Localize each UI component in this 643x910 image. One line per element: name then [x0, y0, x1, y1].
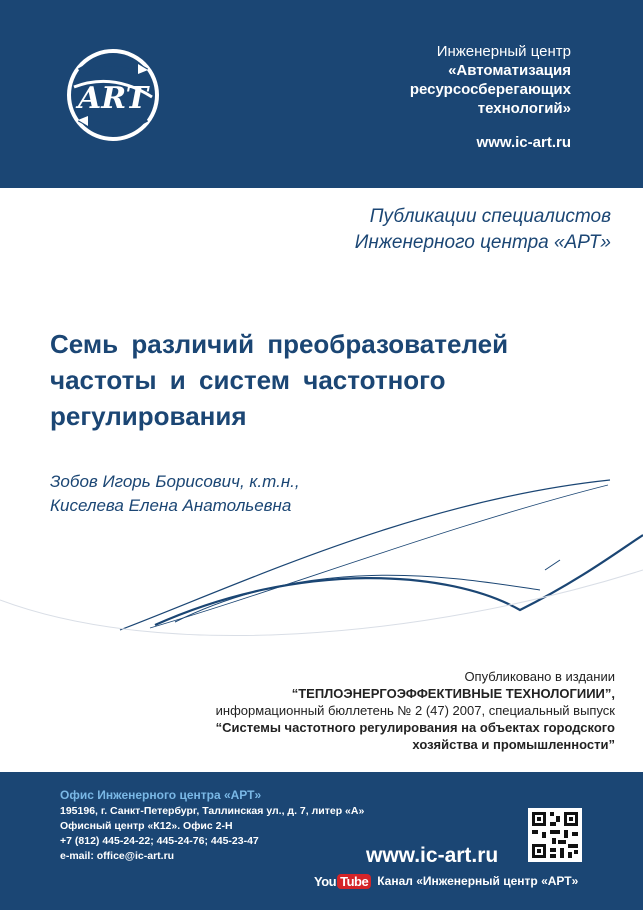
youtube-channel-link[interactable] [314, 872, 578, 890]
footer-email[interactable]: e-mail: office@ic-art.ru [60, 850, 175, 862]
logo-text: ART [77, 81, 149, 116]
publications-heading-line: Публикации специалистов [369, 206, 611, 227]
header-website-link[interactable]: www.ic-art.ru [476, 134, 571, 151]
publication-issue-title: “Системы частотного регулирования на объектах городского [215, 720, 615, 735]
publication-line: Опубликовано в издании [464, 669, 615, 684]
org-line: ресурсосберегающих [409, 81, 571, 98]
publication-name: “ТЕПЛОЭНЕРГОЭФФЕКТИВНЫЕ ТЕХНОЛОГИИИ”, [291, 686, 615, 701]
youtube-logo-tube: Tube [337, 874, 371, 889]
title-line: Семь различий преобразователей [50, 329, 509, 359]
art-logo-icon [60, 42, 166, 148]
org-line: Инженерный центр [436, 43, 571, 60]
author-line: Зобов Игорь Борисович, к.т.н., [50, 472, 300, 491]
footer [0, 772, 643, 910]
title-line: регулирования [50, 401, 247, 431]
publication-issue-title: хозяйства и промышленности” [412, 737, 615, 752]
footer-office-center: Офисный центр «К12». Офис 2-Н [60, 820, 233, 832]
org-line: «Автоматизация [448, 62, 571, 79]
youtube-logo-you: You [314, 873, 337, 889]
footer-website-link[interactable]: www.ic-art.ru [366, 844, 499, 867]
footer-contacts [60, 804, 364, 864]
footer-address: 195196, г. Санкт-Петербург, Таллинская ул., д. 7, литер «А» [60, 805, 365, 817]
publications-heading [355, 204, 611, 256]
qr-code-icon [528, 808, 582, 862]
decorative-swoosh [0, 440, 643, 670]
article-title [50, 326, 610, 434]
publications-heading-line: Инженерного центра «АРТ» [354, 232, 611, 253]
author-line: Киселева Елена Анатольевна [50, 496, 292, 515]
org-line: технологий» [477, 100, 571, 117]
organization-name [410, 42, 571, 118]
title-line: частоты и систем частотного [50, 365, 446, 395]
footer-phones: +7 (812) 445-24-22; 445-24-76; 445-23-47 [60, 835, 259, 847]
publication-line: информационный бюллетень № 2 (47) 2007, специальный выпуск [215, 703, 615, 718]
header-banner [0, 0, 643, 188]
footer-office-title: Офис Инженерного центра «АРТ» [60, 788, 262, 802]
youtube-channel-label: Канал «Инженерный центр «АРТ» [377, 874, 579, 888]
publication-info [55, 668, 615, 753]
